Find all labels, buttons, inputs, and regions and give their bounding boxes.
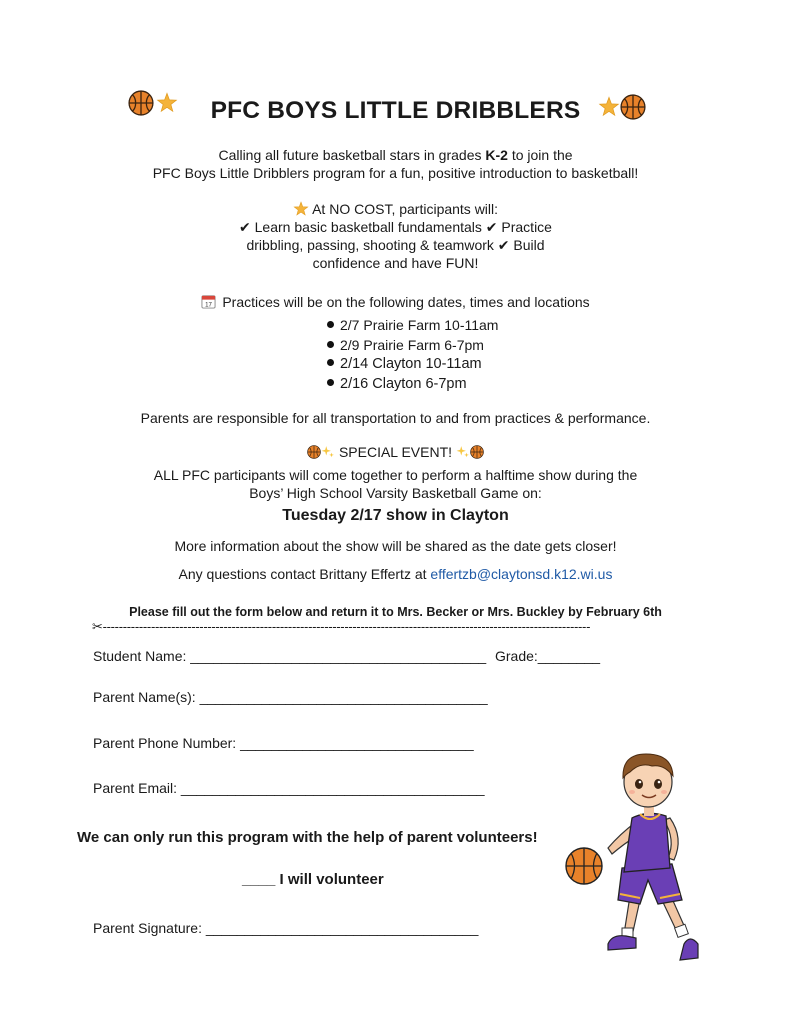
benefits-line-1: ✔ Learn basic basketball fundamentals ✔ Practice xyxy=(239,219,552,235)
sparkles-icon xyxy=(321,445,335,459)
page-title: PFC BOYS LITTLE DRIBBLERS xyxy=(210,97,581,124)
benefits-line-3: confidence and have FUN! xyxy=(312,255,479,271)
practices-heading: 17 Practices will be on the following dates, times and locations xyxy=(0,293,791,311)
parent-phone-field[interactable]: Parent Phone Number: ______________________________ xyxy=(93,735,474,751)
contact-email-link[interactable]: effertzb@claytonsd.k12.wi.us xyxy=(430,566,613,582)
svg-text:17: 17 xyxy=(205,301,213,309)
boy-dribbling-illustration xyxy=(560,748,710,973)
event-more-info: More information about the show will be shared as the date gets closer! xyxy=(174,538,617,554)
contact-line: Any questions contact Brittany Effertz at effertzb@claytonsd.k12.wi.us xyxy=(178,566,613,582)
benefits-lead: At NO COST, participants will: xyxy=(312,201,499,217)
list-item: 2/14 Clayton 10-11am xyxy=(327,355,498,375)
form-instructions: Please fill out the form below and return it to Mrs. Becker or Mrs. Buckley by February 6th xyxy=(129,605,662,619)
intro-text: Calling all future basketball stars in grades K-2 to join the PFC Boys Little Dribblers program for a fun, positive introduction to basketball! xyxy=(152,147,639,181)
star-icon xyxy=(293,201,309,217)
basketball-icon xyxy=(307,445,321,459)
list-item: 2/16 Clayton 6-7pm xyxy=(327,375,498,395)
transport-note: Parents are responsible for all transportation to and from practices & performance. xyxy=(140,410,651,426)
parent-email-field[interactable]: Parent Email: _______________________________________ xyxy=(93,780,485,796)
volunteer-note: We can only run this program with the help of parent volunteers! xyxy=(77,829,538,846)
scissors-cut-line: ✂------------------------------------------------------------------------------------------------------------------------- xyxy=(92,619,591,634)
volunteer-checkbox-line[interactable]: ____ I will volunteer xyxy=(242,871,384,888)
event-date: Tuesday 2/17 show in Clayton xyxy=(282,507,509,524)
grade-field[interactable]: Grade:________ xyxy=(495,648,601,664)
practice-schedule-list xyxy=(327,316,498,394)
calendar-icon xyxy=(201,294,216,309)
benefits-block xyxy=(0,200,791,272)
list-item: 2/9 Prairie Farm 6-7pm xyxy=(327,336,498,356)
grades-text: K-2 xyxy=(485,147,508,163)
event-description: ALL PFC participants will come together to perform a halftime show during the Boys’ High School Varsity Basketball Game on: xyxy=(153,467,638,501)
parent-names-field[interactable]: Parent Name(s): _____________________________________ xyxy=(93,689,488,705)
parent-signature-field[interactable]: Parent Signature: ___________________________________ xyxy=(93,920,479,936)
list-item: 2/7 Prairie Farm 10-11am xyxy=(327,316,498,336)
sparkles-icon xyxy=(456,445,470,459)
basketball-icon xyxy=(470,445,484,459)
student-name-field[interactable]: Student Name: ______________________________________ xyxy=(93,648,487,664)
special-event-heading: SPECIAL EVENT! xyxy=(0,443,791,461)
benefits-line-2: dribbling, passing, shooting & teamwork ✔ Build xyxy=(246,237,545,253)
